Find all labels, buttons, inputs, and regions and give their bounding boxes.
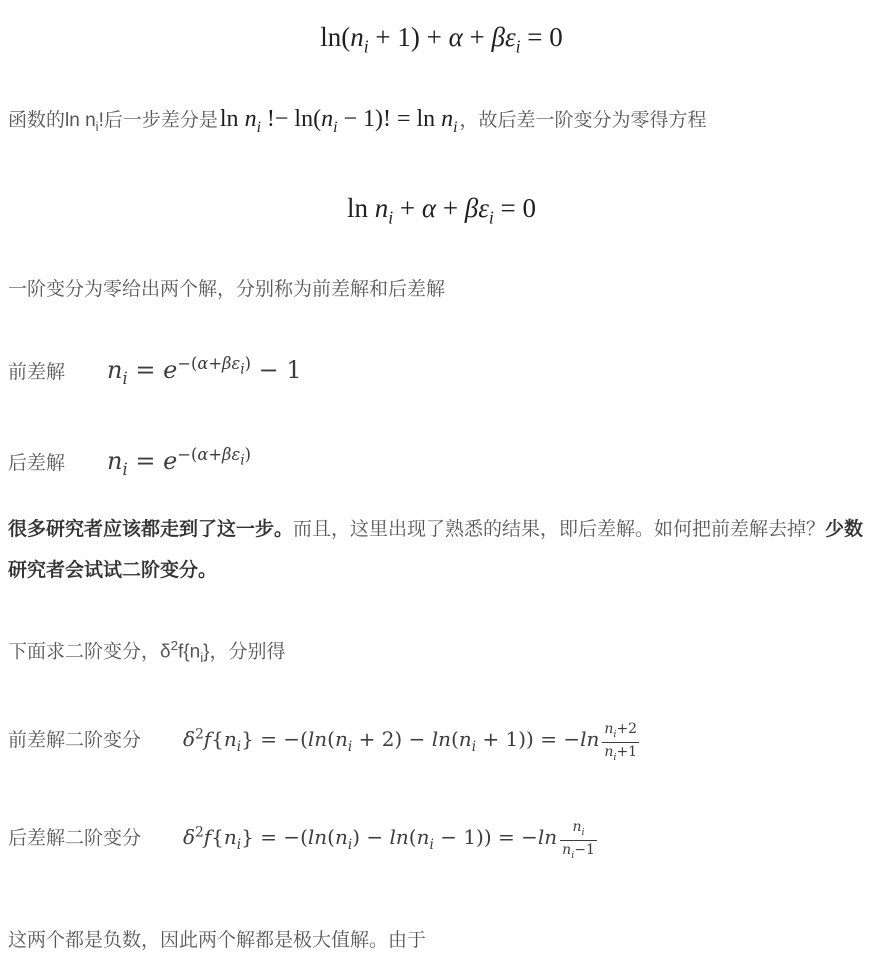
display-equation-backward-first-variation: $\ln(n_i + 1) + \alpha + \beta\varepsilon_i = 0$ — [320, 22, 563, 57]
researchers-regular-text: 而且，这里出现了熟悉的结果，即后差解。如何把前差解去掉？ — [293, 518, 826, 540]
forward-second-variation-formula: $\delta^2f\{n_i\} = -(\ln(n_i + 2) - \ln(n_i + 1)) = -\ln$ $\frac{n_i+2}{n_i+1}$ — [183, 720, 638, 763]
researchers-bold-lead: 很多研究者应该都走到了这一步。 — [8, 518, 294, 540]
paragraph-conclusion: 这两个都是负数，因此两个解都是极大值解。由于 — [8, 930, 427, 952]
backward-second-variation-formula: $\delta^2f\{n_i\} = -(\ln(n_i) - \ln(n_i - 1)) = -\ln$ $\frac{n_i}{n_i-1}$ — [183, 819, 595, 861]
forward-solution-label: 前差解 — [8, 362, 66, 384]
backward-solution-formula: $n_i = e^{-(\alpha+\beta\varepsilon_i)}$ — [107, 444, 252, 479]
researchers-bold-tail: 少数研究者会试试二阶变分。 — [8, 518, 864, 581]
forward-second-variation-line — [8, 711, 875, 770]
forward-solution-line — [8, 345, 875, 398]
derivation-text-before: 函数的$\ln n_i$!后一步差分是 — [8, 110, 218, 134]
paragraph-researchers — [8, 509, 875, 591]
derivation-text-after: ，故后差一阶变分为零得方程 — [459, 110, 707, 132]
paragraph-two-solutions: 一阶变分为零给出两个解，分别称为前差解和后差解 — [8, 279, 446, 301]
forward-solution-formula: $n_i = e^{-(\alpha+\beta\varepsilon_i)} - 1$ — [107, 354, 302, 388]
paragraph-second-variation-intro: 下面求二阶变分，$\delta^2f\{n_i\}$，分别得 — [8, 637, 286, 665]
inline-math-ln-difference: $\ln n_i$ !− $\ln(n_i - 1)$! = $\ln n_i$ — [219, 106, 458, 136]
paragraph-derivation — [8, 104, 875, 143]
backward-second-variation-line — [8, 810, 875, 869]
display-equation-first-variation-zero: $\ln n_i + \alpha + \beta\varepsilon_i = 0$ — [347, 192, 536, 228]
backward-second-variation-label: 后差解二阶变分 — [8, 828, 142, 850]
backward-solution-line — [8, 436, 875, 489]
backward-solution-label: 后差解 — [8, 452, 66, 474]
forward-second-variation-label: 前差解二阶变分 — [8, 729, 142, 751]
